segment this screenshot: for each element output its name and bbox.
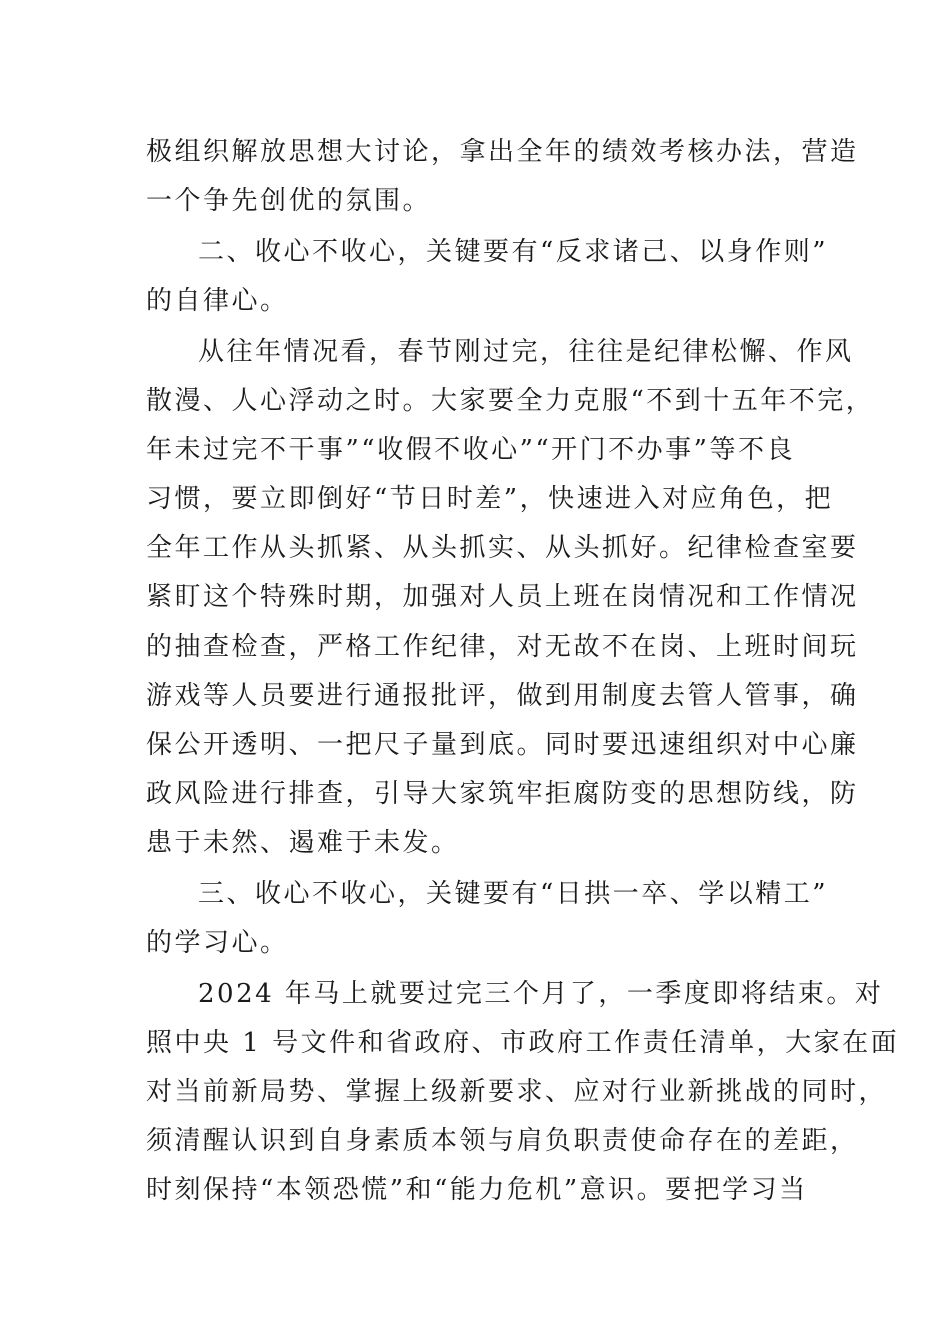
- text-line: 照中央 1 号文件和省政府、市政府工作责任清单，大家在面: [146, 1028, 900, 1058]
- text-line: 全年工作从头抓紧、从头抓实、从头抓好。纪律检查室要: [146, 533, 859, 563]
- section-heading-3-cont: 的学习心。: [146, 928, 289, 958]
- paragraph-start: 2024 年马上就要过完三个月了，一季度即将结束。对: [198, 979, 884, 1009]
- paragraph-start: 从往年情况看，春节刚过完，往往是纪律松懈、作风: [198, 337, 854, 367]
- text-line: 散漫、人心浮动之时。大家要全力克服“不到十五年不完，: [146, 386, 875, 416]
- text-line: 极组织解放思想大讨论，拿出全年的绩效考核办法，营造: [146, 137, 859, 167]
- text-line: 游戏等人员要进行通报批评，做到用制度去管人管事，确: [146, 681, 859, 711]
- text-line: 习惯，要立即倒好“节日时差”，快速进入对应角色，把: [146, 484, 834, 514]
- text-line: 患于未然、遏难于未发。: [146, 828, 460, 858]
- text-line: 一个争先创优的氛围。: [146, 186, 432, 216]
- text-line: 保公开透明、一把尺子量到底。同时要迅速组织对中心廉: [146, 730, 859, 760]
- text-line: 须清醒认识到自身素质本领与肩负职责使命存在的差距，: [146, 1126, 859, 1156]
- text-line: 时刻保持“本领恐慌”和“能力危机”意识。要把学习当: [146, 1175, 808, 1205]
- text-line: 政风险进行排查，引导大家筑牢拒腐防变的思想防线，防: [146, 779, 859, 809]
- section-heading-3: 三、收心不收心，关键要有“日拱一卒、学以精工”: [198, 879, 829, 909]
- text-line: 的抽查检查，严格工作纪律，对无故不在岗、上班时间玩: [146, 632, 859, 662]
- text-line: 对当前新局势、掌握上级新要求、应对行业新挑战的同时，: [146, 1077, 888, 1107]
- text-line: 紧盯这个特殊时期，加强对人员上班在岗情况和工作情况: [146, 582, 859, 612]
- text-line: 年未过完不干事”“收假不收心”“开门不办事”等不良: [146, 435, 795, 465]
- section-heading-2: 二、收心不收心，关键要有“反求诸己、以身作则”: [198, 237, 829, 267]
- section-heading-2-cont: 的自律心。: [146, 286, 289, 316]
